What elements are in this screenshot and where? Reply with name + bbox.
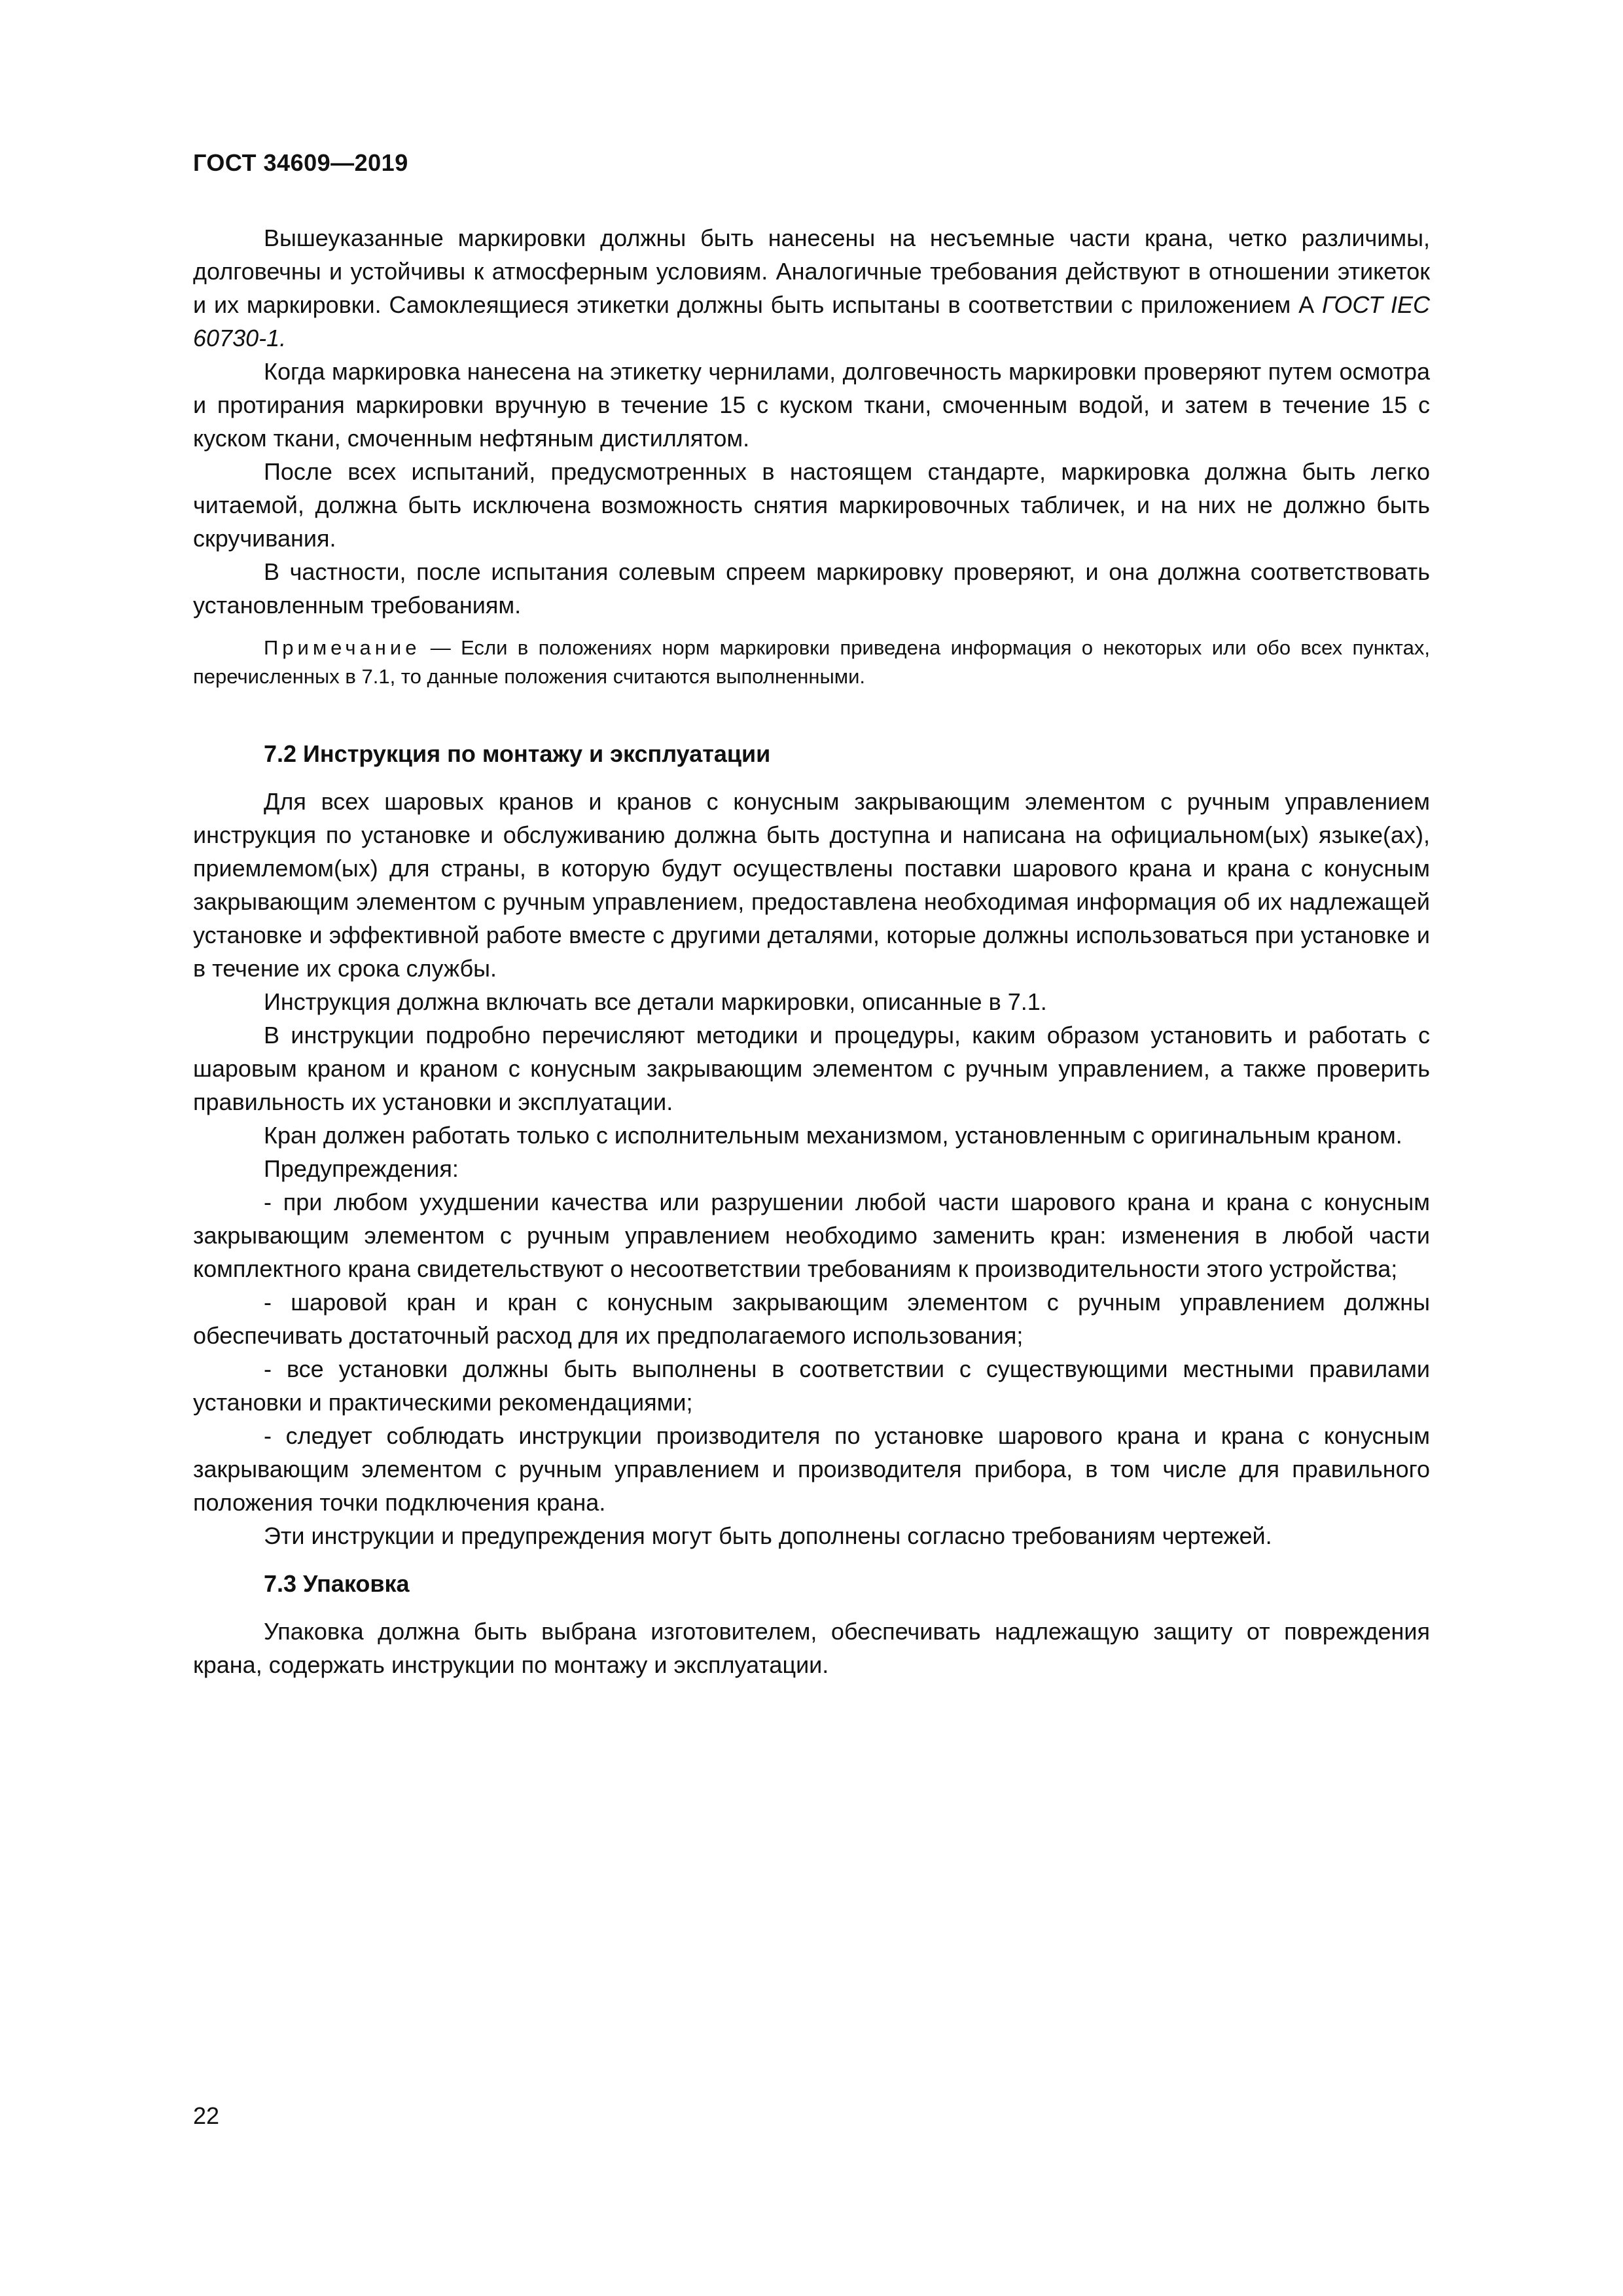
- paragraph-legibility: После всех испытаний, предусмотренных в настоящем стандарте, маркировка должна быть легко читаемой, должна быть исключена возможность снятия маркировочных табличек, и на них не должно быть скручивания.: [193, 458, 1430, 552]
- paragraph-ink-durability: Когда маркировка нанесена на этикетку чернилами, долговечность маркировки проверяют путем осмотра и протирания маркировки вручную в течение 15 с куском ткани, смоченным водой, и затем в течение 15 с куском ткани, смоченным нефтяным дистиллятом.: [193, 358, 1430, 452]
- page-number: 22: [193, 2102, 220, 2129]
- note: [193, 634, 1430, 691]
- section-7-2-paragraph: В инструкции подробно перечисляют методики и процедуры, каким образом установить и работать с шаровым краном и краном с конусным закрывающим элементом с ручным управлением, а также проверить правильность их установки и эксплуатации.: [193, 1022, 1430, 1115]
- warning-item: - шаровой кран и кран с конусным закрывающим элементом с ручным управлением должны обеспечивать достаточный расход для их предполагаемого использования;: [193, 1289, 1430, 1349]
- paragraph-salt-spray: В частности, после испытания солевым спреем маркировку проверяют, и она должна соответствовать установленным требованиям.: [193, 558, 1430, 619]
- warning-item: - все установки должны быть выполнены в соответствии с существующими местными правилами установки и практическими рекомендациями;: [193, 1355, 1430, 1416]
- paragraph-marking-requirements: [193, 221, 1430, 355]
- warnings-heading: Предупреждения:: [264, 1155, 459, 1182]
- section-7-2-paragraph: Кран должен работать только с исполнительным механизмом, установленным с оригинальным краном.: [264, 1122, 1402, 1149]
- paragraph-text: Вышеуказанные маркировки должны быть нанесены на несъемные части крана, четко различимы, долговечны и устойчивы к атмосферным условиям. Аналогичные требования действуют в отношении этикеток и их маркировки. Самоклеящиеся этикетки должны быть испытаны в соответствии с приложением А: [193, 224, 1430, 318]
- warning-item: - следует соблюдать инструкции производителя по установке шарового крана и крана с конусным закрывающим элементом с ручным управлением и производителя прибора, в том числе для правильного положения точки подключения крана.: [193, 1422, 1430, 1516]
- section-7-2-paragraph: Инструкция должна включать все детали маркировки, описанные в 7.1.: [264, 988, 1047, 1015]
- standard-reference: ГОСТ IEC 60730-1.: [193, 291, 1430, 351]
- section-7-3-title: 7.3 Упаковка: [264, 1570, 410, 1597]
- section-7-2-title: 7.2 Инструкция по монтажу и эксплуатации: [264, 740, 771, 767]
- note-text: — Если в положениях норм маркировки приведена информация о некоторых или обо всех пунктах, перечисленных в 7.1, то данные положения считаются выполненными.: [193, 636, 1430, 688]
- note-label: Примечание: [264, 636, 421, 659]
- section-7-3-paragraph: Упаковка должна быть выбрана изготовителем, обеспечивать надлежащую защиту от повреждения крана, содержать инструкции по монтажу и эксплуатации.: [193, 1618, 1430, 1678]
- document-body: [193, 221, 1430, 1681]
- section-7-2-paragraph: Для всех шаровых кранов и кранов с конусным закрывающим элементом с ручным управлением инструкция по установке и обслуживанию должна быть доступна и написана на официальном(ых) языке(ах), приемлемом(ых) для страны, в которую будут осуществлены поставки шарового крана и крана с конусным закрывающим элементом с ручным управлением, предоставлена необходимая информация об их надлежащей установке и эффективной работе вместе с другими деталями, которые должны использоваться при установке и в течение их срока службы.: [193, 788, 1430, 982]
- warning-item: - при любом ухудшении качества или разрушении любой части шарового крана и крана с конусным закрывающим элементом с ручным управлением необходимо заменить кран: изменения в любой части комплектного крана свидетельствуют о несоответствии требованиям к производительности этого устройства;: [193, 1189, 1430, 1282]
- standard-header: ГОСТ 34609—2019: [193, 149, 408, 176]
- section-7-2-paragraph: Эти инструкции и предупреждения могут быть дополнены согласно требованиям чертежей.: [264, 1522, 1272, 1549]
